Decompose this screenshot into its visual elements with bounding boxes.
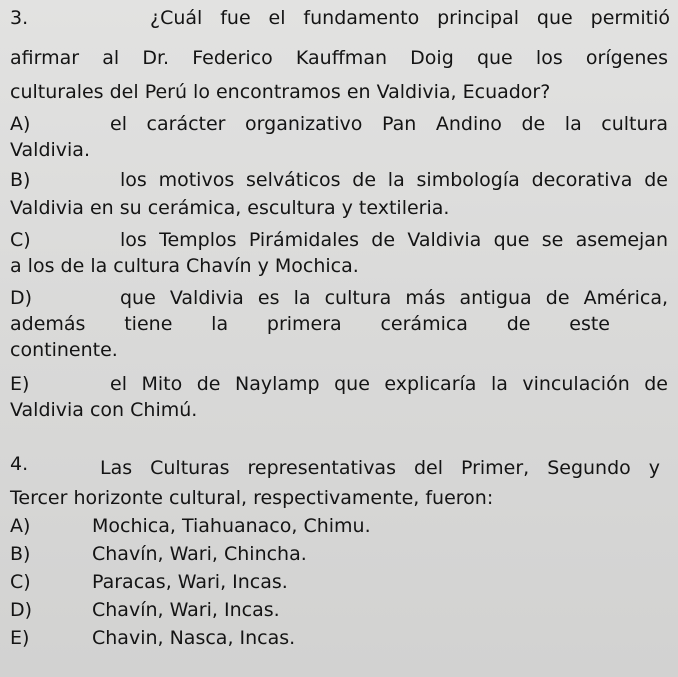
option-text: Chavín, Wari, Chincha. <box>92 543 307 565</box>
question-stem-line: Tercer horizonte cultural, respectivamente, fueron: <box>10 487 494 509</box>
option-text: Valdivia. <box>10 139 90 161</box>
option-letter: B) <box>10 543 31 565</box>
option-text: que Valdivia es la cultura más antigua de América, <box>120 287 668 309</box>
option-text: a los de la cultura Chavín y Mochica. <box>10 255 359 277</box>
option-letter: A) <box>10 515 31 537</box>
option-text: Valdivia en su cerámica, escultura y textileria. <box>10 197 450 219</box>
question-number: 4. <box>10 453 29 475</box>
question-stem-line: afirmar al Dr. Federico Kauffman Doig que los orígenes <box>10 47 668 69</box>
option-letter: E) <box>10 373 30 395</box>
option-text: Chavín, Wari, Incas. <box>92 599 280 621</box>
option-text: los Templos Pirámidales de Valdivia que se asemejan <box>120 229 668 251</box>
option-text: el Mito de Naylamp que explicaría la vinculación de <box>110 373 668 395</box>
option-text: los motivos selváticos de la simbología decorativa de <box>120 169 668 191</box>
question-stem-line: culturales del Perú lo encontramos en Valdivia, Ecuador? <box>10 81 551 103</box>
option-text: Mochica, Tiahuanaco, Chimu. <box>92 515 371 537</box>
option-letter: E) <box>10 627 30 649</box>
option-text: el carácter organizativo Pan Andino de la cultura <box>110 113 668 135</box>
option-letter: B) <box>10 169 31 191</box>
option-letter: A) <box>10 113 31 135</box>
option-letter: C) <box>10 229 31 251</box>
option-text: Paracas, Wari, Incas. <box>92 571 288 593</box>
option-letter: D) <box>10 599 33 621</box>
option-text: continente. <box>10 339 118 361</box>
option-text: Valdivia con Chimú. <box>10 399 198 421</box>
option-text: Chavin, Nasca, Incas. <box>92 627 296 649</box>
question-stem-line: Las Culturas representativas del Primer, Segundo y <box>100 457 660 479</box>
option-letter: C) <box>10 571 31 593</box>
question-number: 3. <box>10 7 29 29</box>
option-text: además tiene la primera cerámica de este <box>10 313 610 335</box>
option-letter: D) <box>10 287 33 309</box>
question-stem-line: ¿Cuál fue el fundamento principal que permitió <box>150 7 670 29</box>
